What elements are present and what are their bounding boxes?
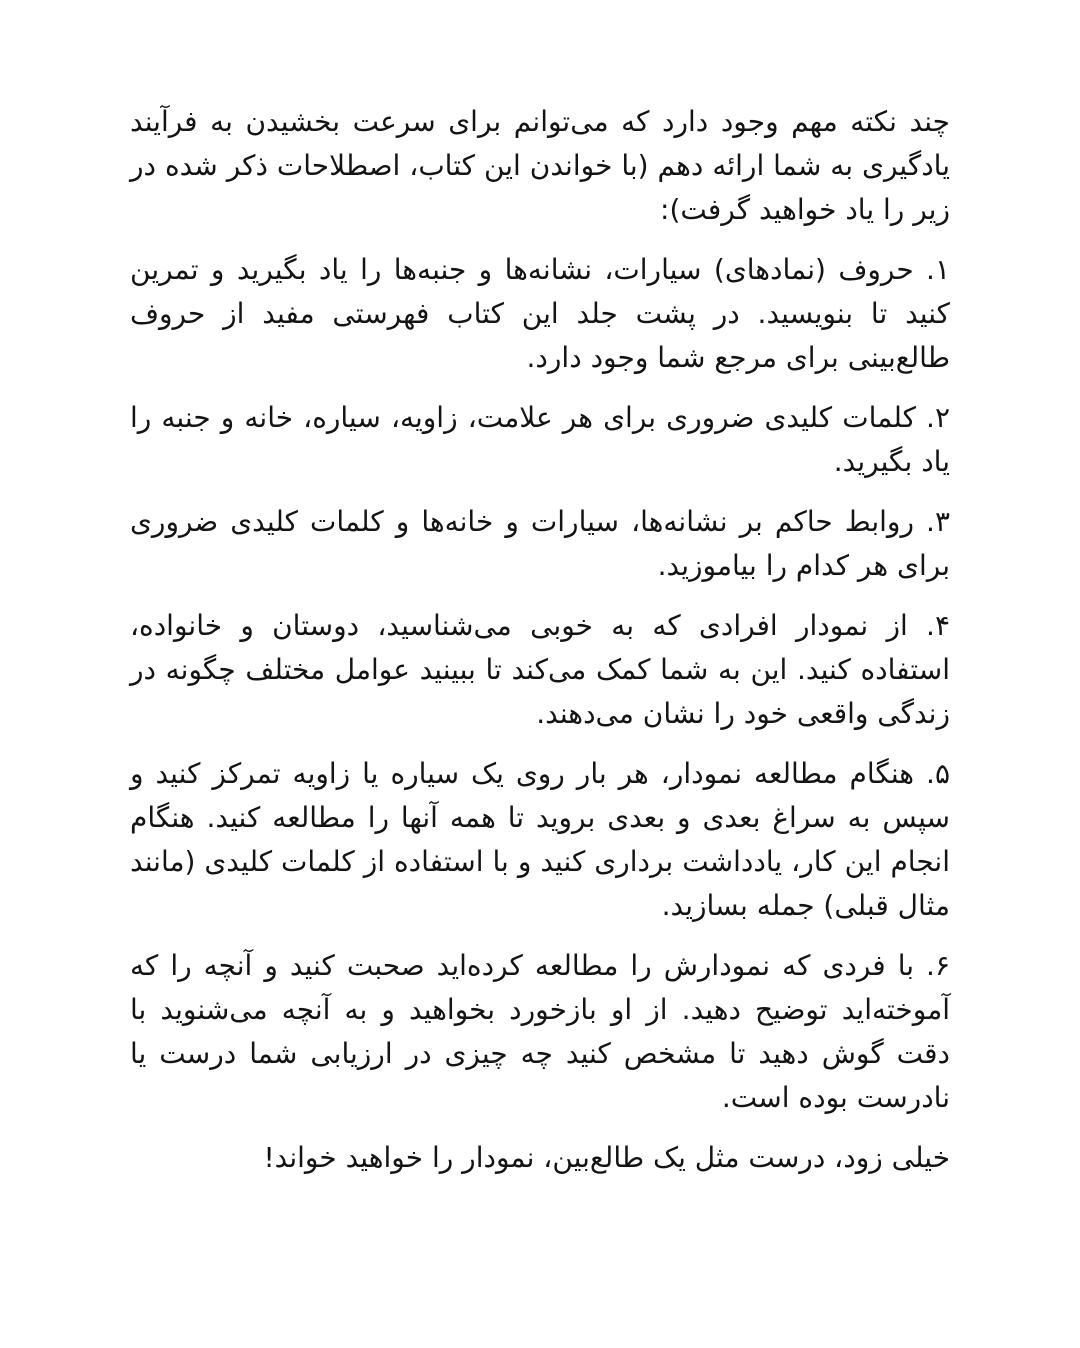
list-item-3: ۳. روابط حاکم بر نشانه‌ها، سیارات و خانه‌ها و کلمات کلیدی ضروری برای هر کدام را بیاموزید.: [130, 505, 950, 582]
closing-paragraph: خیلی زود، درست مثل یک طالع‌بین، نمودار را خواهید خواند!: [263, 1141, 950, 1174]
document-body: [130, 100, 950, 1196]
list-item-4: ۴. از نمودار افرادی که به خوبی می‌شناسید، دوستان و خانواده، استفاده کنید. این به شما کمک می‌کند تا ببینید عوامل مختلف چگونه در زندگی واقعی خود را نشان می‌دهند.: [130, 609, 950, 730]
intro-paragraph: چند نکته مهم وجود دارد که می‌توانم برای سرعت بخشیدن به فرآیند یادگیری به شما ارائه دهم (با خواندن این کتاب، اصطلاحات ذکر شده در زیر را یاد خواهید گرفت):: [130, 105, 950, 226]
list-item-6: ۶. با فردی که نمودارش را مطالعه کرده‌اید صحبت کنید و آنچه را که آموخته‌اید توضیح دهید. از او بازخورد بخواهید و به آنچه می‌شنوید با دقت گوش دهید تا مشخص کنید چه چیزی در ارزیابی شما درست یا نادرست بوده است.: [130, 949, 950, 1114]
list-item-1: ۱. حروف (نمادهای) سیارات، نشانه‌ها و جنبه‌ها را یاد بگیرید و تمرین کنید تا بنویسید. در پشت جلد این کتاب فهرستی مفید از حروف طالع‌بینی برای مرجع شما وجود دارد.: [130, 253, 950, 374]
list-item-2: ۲. کلمات کلیدی ضروری برای هر علامت، زاویه، سیاره، خانه و جنبه را یاد بگیرید.: [130, 401, 950, 478]
list-item-5: ۵. هنگام مطالعه نمودار، هر بار روی یک سیاره یا زاویه تمرکز کنید و سپس به سراغ بعدی و بعدی بروید تا همه آنها را مطالعه کنید. هنگام انجام این کار، یادداشت برداری کنید و با استفاده از کلمات کلیدی (مانند مثال قبلی) جمله بسازید.: [130, 757, 950, 922]
